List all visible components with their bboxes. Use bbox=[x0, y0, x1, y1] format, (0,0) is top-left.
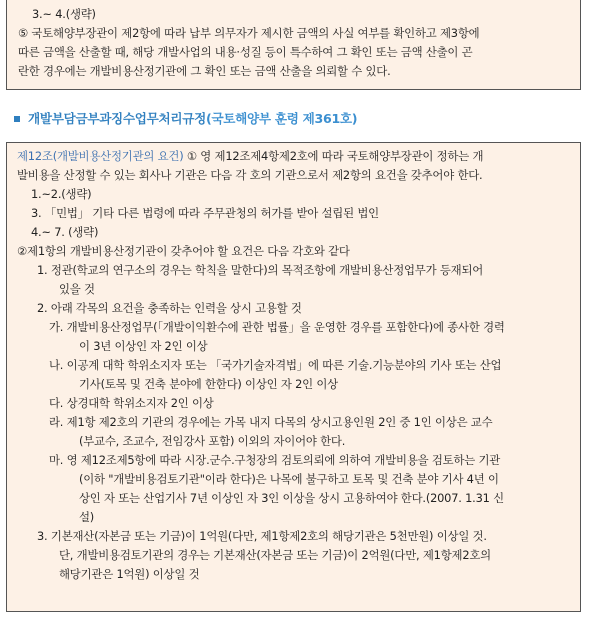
amendment-box-top bbox=[6, 0, 581, 90]
list-item-cont: 있을 것 bbox=[59, 282, 95, 296]
sub-item-cont: (부교수, 조교수, 전임강사 포함) 이외의 자이어야 한다. bbox=[79, 434, 346, 448]
list-item-cont: 해당기관은 1억원) 이상일 것 bbox=[59, 567, 200, 581]
article-heading: 제12조(개발비용산정기관의 요건) bbox=[17, 149, 184, 163]
sub-item-cont: 상인 자 또는 산업기사 7년 이상인 자 3인 이상을 상시 고용하여야 한다.(2007. 1.31 신 bbox=[79, 491, 504, 505]
law-name: 개발부담금부과징수업무처리규정 bbox=[28, 111, 206, 126]
regulation-box bbox=[6, 142, 581, 612]
sub-item: 라. 제1항 제2호의 기관의 경우에는 가목 내지 다목의 상시고용인원 2인 중 1인 이상은 교수 bbox=[49, 415, 493, 429]
paragraph-head: ②제1항의 개발비용산정기관이 갖추어야 할 요건은 다음 각호와 같다 bbox=[17, 244, 350, 258]
sub-item-cont: (이하 "개발비용검토기관"이라 한다)은 나목에 불구하고 토목 및 건축 분야 기사 4년 이 bbox=[79, 472, 499, 486]
law-reference: (국토해양부 훈령 제361호) bbox=[205, 111, 358, 126]
text-line: 란한 경우에는 개발비용산정기관에 그 확인 또는 금액 산출을 의뢰할 수 있다. bbox=[18, 64, 391, 78]
list-item-cont: 단, 개발비용검토기관의 경우는 기본재산(자본금 또는 기금)이 2억원(다만, 제1항제2호의 bbox=[59, 548, 491, 562]
article-line bbox=[17, 147, 574, 166]
list-item: 2. 아래 각목의 요건을 충족하는 인력을 상시 고용할 것 bbox=[37, 301, 302, 315]
sub-item-cont: 설) bbox=[79, 510, 95, 524]
square-bullet-icon bbox=[14, 116, 20, 122]
sub-item: 다. 상경대학 학위소지자 2인 이상 bbox=[49, 396, 214, 410]
text-line: 3.~ 4.(생략) bbox=[32, 7, 96, 21]
sub-item-cont: 기사(토목 및 건축 분야에 한한다) 이상인 자 2인 이상 bbox=[79, 377, 338, 391]
list-item: 3. 「민법」 기타 다른 법령에 따라 주무관청의 허가를 받아 설립된 법인 bbox=[31, 206, 379, 220]
text-line: 발비용을 산정할 수 있는 회사나 기관은 다음 각 호의 기관으로서 제2항의 요건을 갖추어야 한다. bbox=[17, 168, 483, 182]
sub-item-cont: 이 3년 이상인 자 2인 이상 bbox=[79, 339, 208, 353]
text-line: ⑤ 국토해양부장관이 제2항에 따라 납부 의무자가 제시한 금액의 사실 여부를 확인하고 제3항에 bbox=[18, 26, 480, 40]
section-title bbox=[14, 108, 357, 127]
list-item: 4.~ 7. (생략) bbox=[31, 225, 99, 239]
sub-item: 나. 이공계 대학 학위소지자 또는 「국가기술자격법」에 따른 기술.기능분야의 기사 또는 산업 bbox=[49, 358, 502, 372]
list-item: 1. 정관(학교의 연구소의 경우는 학칙을 말한다)의 목적조항에 개발비용산정업무가 등재되어 bbox=[37, 263, 484, 277]
sub-item: 마. 영 제12조제5항에 따라 시장.군수.구청장의 검토의뢰에 의하여 개발비용을 검토하는 기관 bbox=[49, 453, 501, 467]
text-line: 따른 금액을 산출할 때, 해당 개발사업의 내용·성질 등이 특수하여 그 확인 또는 금액 산출이 곤 bbox=[18, 45, 473, 59]
list-item: 1.~2.(생략) bbox=[31, 187, 92, 201]
article-text: ① 영 제12조제4항제2호에 따라 국토해양부장관이 정하는 개 bbox=[183, 149, 484, 163]
list-item: 3. 기본재산(자본금 또는 기금)이 1억원(다만, 제1항제2호의 해당기관은 5천만원) 이상일 것. bbox=[37, 529, 487, 543]
sub-item: 가. 개발비용산정업무(「개발이익환수에 관한 법률」을 운영한 경우를 포함한다)에 종사한 경력 bbox=[49, 320, 505, 334]
